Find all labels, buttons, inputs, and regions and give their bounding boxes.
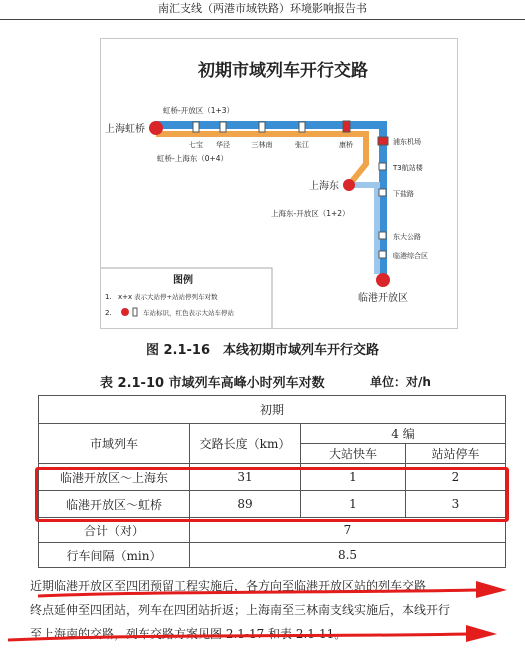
header-length: 交路长度（km） bbox=[190, 424, 301, 464]
station-label-kangqiao: 康桥 bbox=[339, 141, 353, 149]
cell-length: 31 bbox=[190, 464, 301, 491]
legend-item-2-num: 2. bbox=[105, 309, 112, 317]
figure-caption: 图 2.1-16 本线初期市域列车开行交路 bbox=[145, 343, 380, 358]
station-label-shanghaidong: 上海东 bbox=[309, 181, 339, 192]
station-label-qibao: 七宝 bbox=[189, 141, 203, 149]
cell-route: 临港开放区～上海东 bbox=[39, 464, 190, 491]
legend-item-1-text: 表示大站停+站站停列车对数 bbox=[134, 293, 218, 301]
header-train: 市域列车 bbox=[39, 424, 190, 464]
paragraph-line-2: 终点延伸至四团站，列车在四团站折返；上海南至三林南支线实施后，本线开行 bbox=[30, 603, 451, 617]
legend-item-1-num: 1. bbox=[105, 293, 112, 301]
cell-local: 3 bbox=[406, 491, 506, 518]
station-label-t3: T3航站楼 bbox=[393, 164, 423, 172]
arrow-head-2-icon bbox=[466, 625, 497, 642]
station-label-hongqiao: 上海虹桥 bbox=[105, 124, 145, 135]
route-label-hq-shd: 虹桥-上海东（0+4） bbox=[157, 154, 229, 163]
station-label-dongda: 东大公路 bbox=[393, 233, 421, 241]
interval-label: 行车间隔（min） bbox=[39, 543, 190, 568]
station-label-xiasha: 下盐路 bbox=[393, 190, 414, 198]
header-group: 4 编 bbox=[301, 424, 506, 444]
header-local: 站站停车 bbox=[406, 444, 506, 464]
total-value: 7 bbox=[190, 518, 506, 543]
station-label-huajing: 华泾 bbox=[216, 141, 230, 149]
period-cell: 初期 bbox=[39, 396, 506, 424]
route-label-shd-kf: 上海东-开放区（1+2） bbox=[271, 209, 350, 218]
cell-route: 临港开放区～虹桥 bbox=[39, 491, 190, 518]
station-label-pudong-airport: 浦东机场 bbox=[393, 138, 421, 146]
cell-express: 1 bbox=[301, 491, 406, 518]
arrow-head-1-icon bbox=[476, 581, 507, 598]
station-label-zhangjiang: 张江 bbox=[295, 141, 309, 149]
legend-item-2-text: 车站标识，红色表示大站车停站 bbox=[143, 309, 234, 317]
page-header: 南汇支线（两港市域铁路）环境影响报告书 bbox=[158, 2, 367, 15]
diagram-title: 初期市域列车开行交路 bbox=[198, 61, 368, 81]
paragraph-line-3: 至上海南的交路，列车交路方案见图 2.1-17 和表 2.1-11。 bbox=[30, 627, 347, 641]
interval-value: 8.5 bbox=[190, 543, 506, 568]
header-express: 大站快车 bbox=[301, 444, 406, 464]
cell-express: 1 bbox=[301, 464, 406, 491]
paragraph-line-1: 近期临港开放区至四团预留工程实施后，各方向至临港开放区站的列车交路 bbox=[30, 579, 427, 593]
station-label-sanlinnan: 三林南 bbox=[251, 141, 273, 149]
station-label-lingang-integrated: 临港综合区 bbox=[393, 252, 428, 260]
table-caption: 表 2.1-10 市域列车高峰小时列车对数 bbox=[100, 376, 325, 391]
cell-local: 2 bbox=[406, 464, 506, 491]
arrow-line-1 bbox=[38, 590, 480, 596]
legend-title: 图例 bbox=[173, 275, 193, 286]
total-label: 合计（对） bbox=[39, 518, 190, 543]
table-unit: 单位：对/h bbox=[370, 375, 431, 389]
legend-item-1-symbol: x+x bbox=[118, 293, 133, 301]
station-label-lingang-open: 临港开放区 bbox=[358, 293, 408, 304]
arrow-line-2 bbox=[8, 634, 470, 640]
cell-length: 89 bbox=[190, 491, 301, 518]
route-label-hq-kf: 虹桥-开放区（1+3） bbox=[163, 106, 235, 115]
